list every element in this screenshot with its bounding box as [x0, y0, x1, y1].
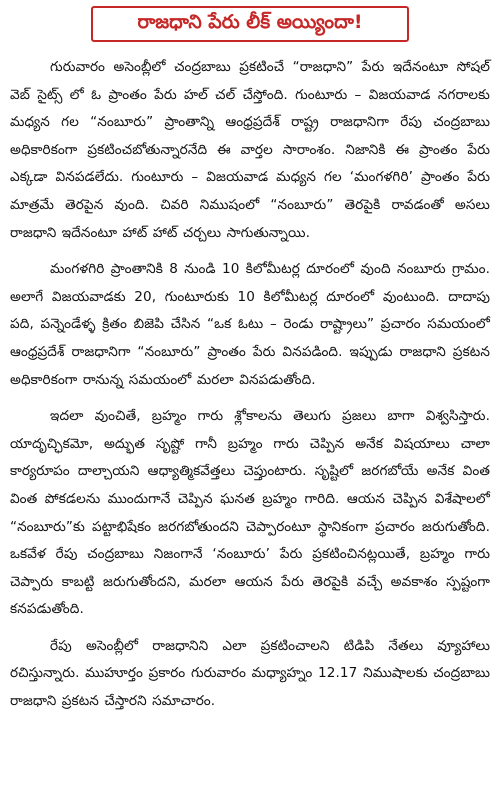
article-body: [10, 54, 490, 716]
paragraph-3: ఇదలా వుంచితే, బ్రహ్మం గారు శ్లోకాలను తెలుగు ప్రజలు బాగా విశ్వసిస్తారు. యాదృచ్ఛికమో, అద్భుత సృష్టో గానీ బ్రహ్మం గారు చెప్పిన అనేక విషయాలు చాలా కార్యరూపం దాల్చాయని ఆధ్యాత్మికవేత్తలు చెప్తుంటారు. సృష్టిలో జరగబోయే అనేక వింత వింత పోకడలను ముందుగానే చెప్పిన ఘనత బ్రహ్మం గారిది. ఆయన చెప్పిన విశేషాలలో “నంబూరు”కు పట్టాభిషేకం జరగబోతుందని చెప్పారంటూ స్థానికంగా ప్రచారం జరుగుతోంది. ఒకవేళ రేపు చంద్రబాబు నిజంగానే ‘నంబూరు’ పేరు ప్రకటించినట్లయితే, బ్రహ్మం గారు చెప్పారు కాబట్టి జరుగుతోందని, మరలా ఆయన పేరు తెరపైకి వచ్చే అవకాశం స్పష్టంగా కనపడుతోంది.: [10, 408, 490, 618]
paragraph-2: మంగళగిరి ప్రాంతానికి 8 నుండి 10 కిలోమీటర్ల దూరంలో వుంది నంబూరు గ్రామం. అలాగే విజయవాడకు 20, గుంటూరుకు 10 కిలోమీటర్ల దూరంలో వుంటుంది. దాదాపు పది, పన్నెండేళ్ళ క్రితం బిజెపి చేసిన “ఒక ఓటు – రెండు రాష్ట్రాలు” ప్రచారం సమయంలో ఆంధ్రప్రదేశ్ రాజధానిగా “నంబూరు” ప్రాంతం పేరు వినపడింది. ఇప్పుడు రాజధాని ప్రకటన అధికారికంగా రానున్న సమయంలో మరలా వినపడుతోంది.: [10, 261, 490, 388]
paragraph-1: గురువారం అసెంబ్లీలో చంద్రబాబు ప్రకటించే “రాజధాని” పేరు ఇదేనంటూ సోషల్ వెబ్ సైట్స్ లో ఓ ప్రాంతం పేరు హల్ చల్ చేస్తోంది. గుంటూరు – విజయవాడ నగరాలకు మధ్యన గల “నంబూరు” ప్రాంతాన్ని ఆంధ్రప్రదేశ్ రాష్ట్ర రాజధానిగా రేపు చంద్రబాబు అధికారికంగా ప్రకటించబోతున్నారనేది ఈ వార్తల సారాంశం. నిజానికి ఈ ప్రాంతం పేరు ఎక్కడా వినపడలేదు. గుంటూరు – విజయవాడ మధ్యన గల ‘మంగళగిరి’ ప్రాంతం పేరు మాత్రమే తెరపైన వుంది. చివరి నిముషంలో “నంబూరు” తెరపైకి రావడంతో అసలు రాజధాని ఇదేనంటూ హాట్ హాట్ చర్చలు సాగుతున్నాయి.: [10, 59, 490, 241]
paragraph-4: రేపు అసెంబ్లీలో రాజధానిని ఎలా ప్రకటించాలని టిడిపి నేతలు వ్యూహాలు రచిస్తున్నారు. ముహూర్తం ప్రకారం గురువారం మధ్యాహ్నం 12.17 నిముషాలకు చంద్రబాబు రాజధాని ప్రకటన చేస్తారని సమాచారం.: [10, 637, 490, 710]
headline: రాజధాని పేరు లీక్ అయ్యిందా!: [137, 10, 363, 33]
headline-box: [91, 6, 409, 42]
